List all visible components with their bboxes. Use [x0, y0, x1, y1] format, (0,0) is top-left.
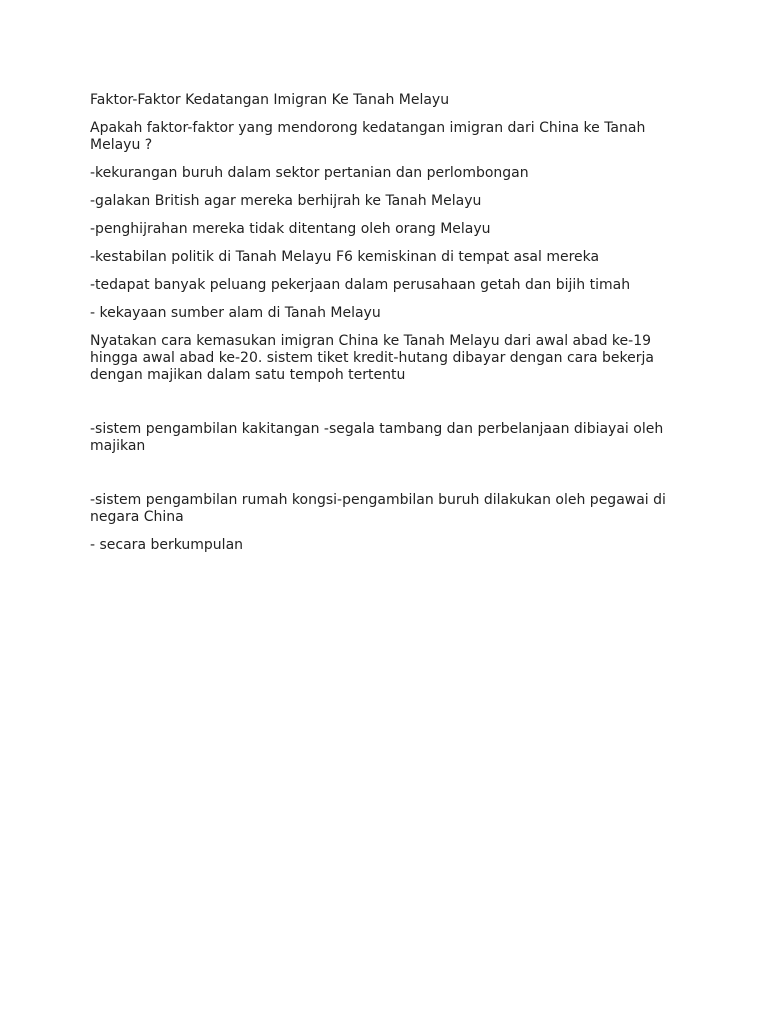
answer-item: -tedapat banyak peluang pekerjaan dalam perusahaan getah dan bijih timah	[90, 277, 631, 293]
answer-item: -kekurangan buruh dalam sektor pertanian dan perlombongan	[90, 165, 529, 181]
method-point: -sistem pengambilan rumah kongsi-pengambilan buruh dilakukan oleh pegawai di negara China	[90, 492, 666, 525]
answer-item: - kekayaan sumber alam di Tanah Melayu	[90, 305, 381, 321]
question-factors: Apakah faktor-faktor yang mendorong kedatangan imigran dari China ke Tanah Melayu ?	[90, 120, 646, 153]
method-point: - secara berkumpulan	[90, 537, 244, 553]
question-entry-methods: Nyatakan cara kemasukan imigran China ke Tanah Melayu dari awal abad ke-19 hingga awal abad ke-20. sistem tiket kredit-hutang dibayar dengan cara bekerja dengan majikan dalam satu tempoh tertentu	[90, 333, 654, 383]
answer-item: -kestabilan politik di Tanah Melayu F6 kemiskinan di tempat asal mereka	[90, 249, 600, 265]
document-title: Faktor-Faktor Kedatangan Imigran Ke Tanah Melayu	[90, 92, 450, 108]
answer-item: -penghijrahan mereka tidak ditentang oleh orang Melayu	[90, 221, 491, 237]
answer-item: -galakan British agar mereka berhijrah ke Tanah Melayu	[90, 193, 482, 209]
document-body	[90, 92, 670, 554]
method-point: -sistem pengambilan kakitangan -segala tambang dan perbelanjaan dibiayai oleh majikan	[90, 421, 664, 454]
